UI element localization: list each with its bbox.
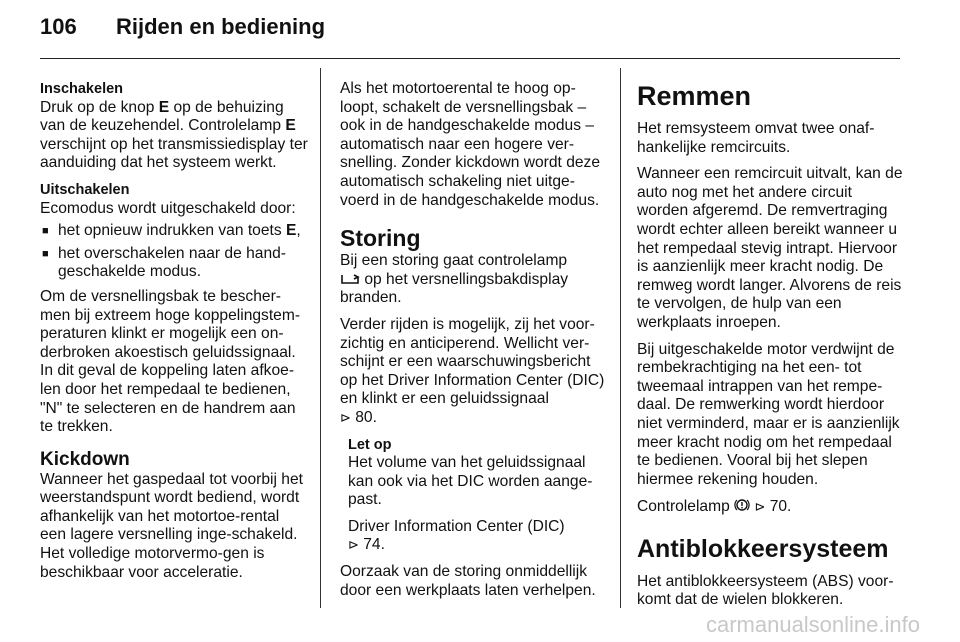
column-divider <box>320 68 321 608</box>
note-paragraph: Het volume van het geluidssignaal kan ook via het DIC worden aange-past. <box>348 454 593 509</box>
paragraph-cause: Oorzaak van de storing onmiddellijk door een werkplaats laten verhelpen. <box>340 563 596 599</box>
page-ref[interactable]: 70. <box>769 498 792 516</box>
heading-abs: Antiblokkeersysteem <box>637 534 889 563</box>
list-item: ■ het overschakelen naar de hand-geschakelde modus. <box>40 245 308 282</box>
paragraph-storing-2: Verder rijden is mogelijk, zij het voor-zichtig en anticiperend. Wellicht ver-schijnt er een waarschuwingsbericht op het Driver Information Center (DIC) en klinkt er een geluidssignaal ⊳ 80. <box>340 315 605 426</box>
paragraph-remmen-3: Bij uitgeschakelde motor verdwijnt de rembekrachtiging na het een- tot tweemaal intrappen van het rempe-daal. De remwerking wordt hierdoor niet verminderd, maar er is aanzienlijk meer kracht nodig om het rempedaal te bedienen. Vooral bij het slepen hiermee rekening houden. <box>637 340 900 488</box>
note-box <box>348 436 608 556</box>
paragraph-controlelamp: Controlelamp ⊳ 70. <box>637 498 792 516</box>
column-3 <box>637 80 905 618</box>
paragraph-rpm: Als het motortoerental te hoog op-loopt, schakelt de versnellingsbak – ook in de handgeschakelde modus – automatisch naar een hogere ver-snelling. Zonder kickdown wordt deze automatisch schakeling niet uitge-voerd in de handgeschakelde modus. <box>340 80 601 209</box>
heading-kickdown: Kickdown <box>40 448 130 470</box>
paragraph-remmen-1: Het remsysteem omvat twee onaf-hankelijke remcircuits. <box>637 120 875 156</box>
page-header <box>40 14 900 54</box>
page-ref[interactable]: 80. <box>355 408 377 426</box>
paragraph-kickdown: Wanneer het gaspedaal tot voorbij het weerstandspunt wordt bediend, wordt afhankelijk van het motortoe-rental een lagere versnelling inge-schakeld. Het volledige motorvermo-gen is beschikbaar voor acceleratie. <box>40 470 303 581</box>
header-rule <box>40 58 900 59</box>
list-item: ■ het opnieuw indrukken van toets E, <box>40 222 308 241</box>
transmission-warning-icon <box>340 273 360 285</box>
paragraph-uitschakelen: Ecomodus wordt uitgeschakeld door: <box>40 199 296 217</box>
heading-remmen: Remmen <box>637 81 752 111</box>
key-e: E <box>158 98 170 116</box>
chapter-title: Rijden en bediening <box>116 14 326 39</box>
page-ref-icon: ⊳ <box>340 409 351 425</box>
column-divider <box>620 68 621 608</box>
page-number: 106 <box>40 14 77 39</box>
heading-storing: Storing <box>340 225 421 252</box>
note-heading: Let op <box>348 436 392 453</box>
column-2 <box>340 80 608 608</box>
paragraph-protect: Om de versnellingsbak te bescher-men bij extreem hoge koppelingstem-peraturen klinkt er mogelijk een on-derbroken akoestisch geluidssignaal. In dit geval de koppeling laten afkoe-len door het rempedaal te bedienen, "N" te selecteren en de handrem aan te trekken. <box>40 287 301 436</box>
note-paragraph-2: Driver Information Center (DIC) ⊳ 74. <box>348 517 565 554</box>
watermark: carmanualsonline.info <box>705 612 920 637</box>
paragraph-abs: Het antiblokkeersysteem (ABS) voor-komt dat de wielen blokkeren. <box>637 572 894 609</box>
bullet-list <box>40 222 308 282</box>
paragraph-storing: Bij een storing gaat controlelamp op het versnellingsbakdisplay branden. <box>340 252 569 307</box>
brake-warning-icon <box>734 497 750 513</box>
column-1 <box>40 80 308 590</box>
subheading-inschakelen: Inschakelen <box>40 81 124 97</box>
page-ref[interactable]: 74. <box>363 536 385 554</box>
paragraph-remmen-2: Wanneer een remcircuit uitvalt, kan de auto nog met het andere circuit worden afgeremd. De remvertraging wordt echter alleen bereikt wanneer u het rempedaal stevig intrapt. Hiervoor is aanzienlijk meer kracht nodig. De remweg wordt langer. Alvorens de reis te vervolgen, de hulp van een werkplaats inroepen. <box>637 165 903 331</box>
paragraph-inschakelen: Druk op de knop E op de behuizing van de keuzehendel. Controlelamp E verschijnt op het transmissiedisplay ter aanduiding dat het systeem werkt. <box>40 98 308 172</box>
subheading-uitschakelen: Uitschakelen <box>40 181 130 198</box>
